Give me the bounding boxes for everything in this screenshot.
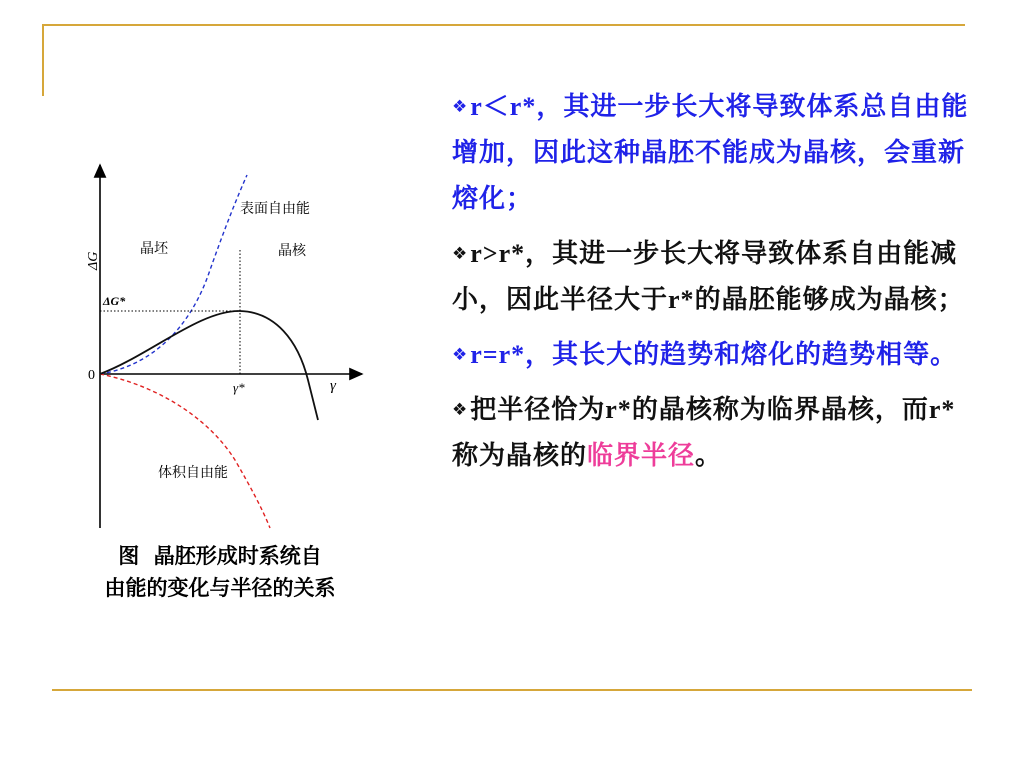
point-4-text-a: 把半径恰为: [470, 395, 606, 425]
surface-energy-label: 表面自由能: [240, 201, 310, 217]
diamond-bullet-icon: ❖: [452, 400, 469, 420]
point-3-symbol: r=r*: [470, 340, 526, 369]
volume-energy-curve: [100, 374, 270, 528]
y-axis-label: ΔG: [86, 251, 101, 270]
bullet-point-3: [452, 332, 982, 378]
total-energy-curve: [100, 311, 318, 420]
x-axis-label: γ: [330, 378, 336, 394]
point-4-text-b: 的晶核称为临界晶核，而: [631, 395, 929, 425]
point-4-text-c: 称为晶核的: [452, 441, 588, 471]
point-1-text: ，其进一步长大将导致体系总自由能增加，因此这种晶胚不能成为晶核，会重新熔化；: [452, 92, 969, 214]
origin-label: 0: [88, 368, 95, 383]
point-4-symbol: r*: [605, 395, 632, 424]
point-3-text: ，其长大的趋势和熔化的趋势相等。: [525, 340, 958, 370]
caption-line-2: 由能的变化与半径的关系: [104, 576, 336, 600]
caption-line-1: 图 晶胚形成时系统自: [118, 544, 322, 568]
embryo-region-label: 晶坯: [140, 241, 168, 257]
diamond-bullet-icon: ❖: [452, 345, 469, 365]
nucleus-region-label: 晶核: [278, 243, 306, 259]
point-2-symbol: r>r*: [470, 239, 526, 268]
critical-radius-highlight: 临界半径: [587, 441, 696, 471]
point-4-symbol-2: r*: [928, 395, 956, 424]
bullet-list: [452, 84, 982, 488]
bullet-point-4: [452, 387, 982, 479]
diamond-bullet-icon: ❖: [452, 97, 469, 117]
surface-energy-curve: [100, 175, 247, 374]
point-2-text-a: ，其进一步长大将导致体系自由能减小，因此半径大于: [452, 239, 958, 315]
volume-energy-label: 体积自由能: [158, 465, 228, 481]
bullet-point-2: [452, 231, 982, 323]
bullet-point-1: [452, 84, 982, 222]
point-1-symbol: r＜r*: [470, 92, 537, 121]
diamond-bullet-icon: ❖: [452, 244, 469, 264]
point-2-text-b: 的晶胚能够成为晶核；: [694, 285, 965, 315]
point-2-symbol-2: r*: [668, 285, 695, 314]
critical-radius-label: γ*: [233, 380, 245, 395]
barrier-label: ΔG*: [103, 294, 126, 308]
figure-caption: [40, 540, 400, 604]
point-4-end: 。: [695, 441, 723, 471]
